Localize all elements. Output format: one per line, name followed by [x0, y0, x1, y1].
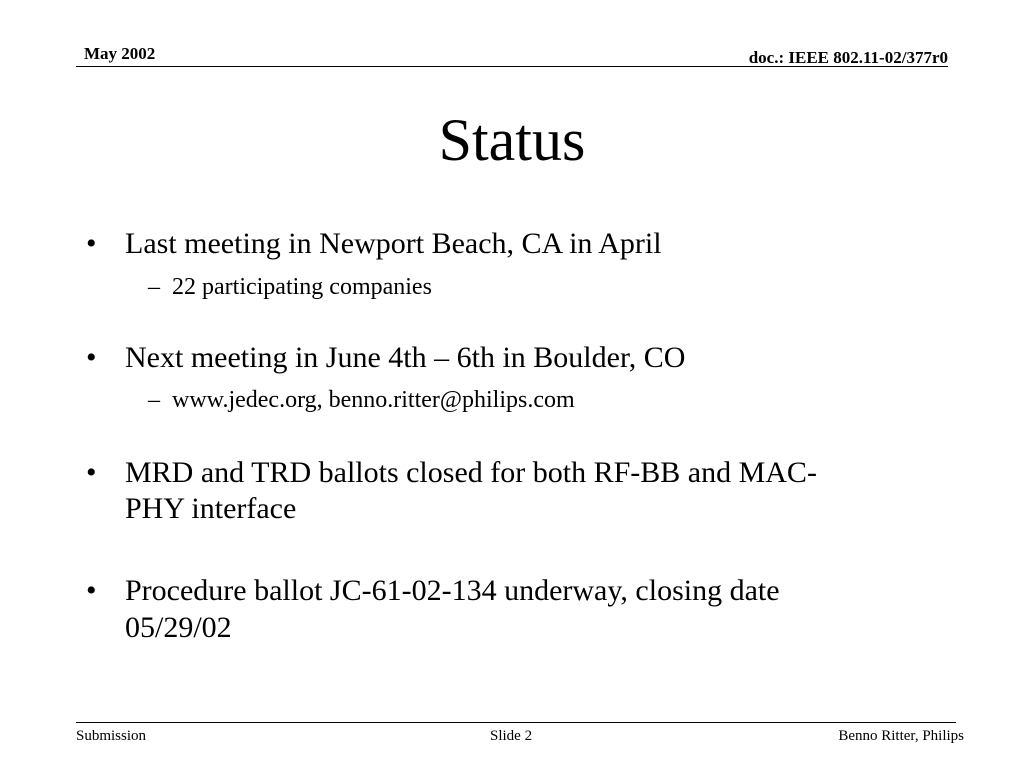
bullet-marker: •: [86, 341, 97, 374]
footer-slide-number: Slide 2: [490, 728, 533, 744]
bullet-marker: •: [86, 456, 97, 489]
sub-bullet-marker: –: [148, 274, 160, 300]
header-date: May 2002: [84, 44, 156, 63]
bullet-marker: •: [86, 574, 97, 607]
footer-divider: [76, 722, 956, 723]
bullet-text-line: MRD and TRD ballots closed for both RF-BB and MAC-: [125, 456, 817, 489]
bullet-text-line: PHY interface: [125, 492, 297, 525]
footer-submission: Submission: [76, 728, 147, 744]
header-doc-id: doc.: IEEE 802.11-02/377r0: [748, 48, 948, 67]
sub-bullet-marker: –: [148, 387, 160, 413]
sub-bullet-text: www.jedec.org, benno.ritter@philips.com: [172, 387, 575, 413]
sub-bullet-text: 22 participating companies: [172, 274, 432, 300]
slide-title: Status: [438, 107, 586, 173]
bullet-text-line: Procedure ballot JC-61-02-134 underway, closing date: [125, 574, 780, 607]
bullet-text: Next meeting in June 4th – 6th in Boulder, CO: [125, 341, 686, 374]
bullet-marker: •: [86, 227, 97, 260]
footer-author: Benno Ritter, Philips: [838, 728, 964, 744]
bullet-text: Last meeting in Newport Beach, CA in April: [125, 227, 662, 260]
bullet-text-line: 05/29/02: [125, 611, 232, 644]
